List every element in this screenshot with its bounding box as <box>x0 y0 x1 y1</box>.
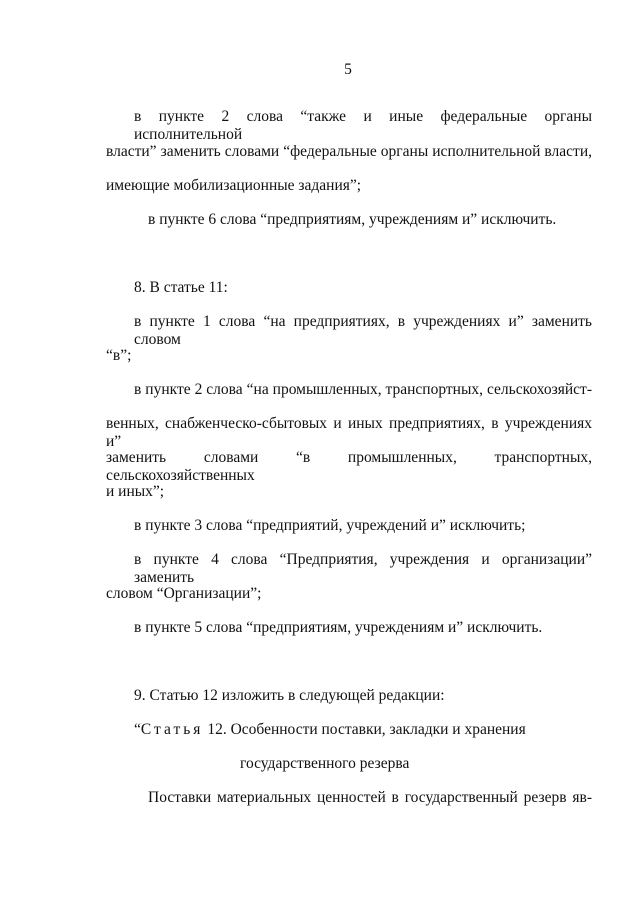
article-word: Статья <box>140 721 204 738</box>
text-line: и иных”; <box>106 483 165 500</box>
text-line: словом “Организации”; <box>106 585 262 602</box>
text-line: в пункте 1 слова “на предприятиях, в учреждениях и” заменить словом <box>134 313 592 348</box>
text-line: в пункте 4 слова “Предприятия, учреждения и организации” заменить <box>134 551 592 586</box>
text-line: в пункте 2 слова “на промышленных, транспортных, сельскохозяйст- <box>134 381 592 398</box>
text-line: в пункте 6 слова “предприятиям, учреждениям и” исключить. <box>148 211 557 228</box>
article-title <box>134 721 526 739</box>
article-open-quote: “ <box>134 721 141 738</box>
text-line: власти” заменить словами “федеральные органы исполнительной власти, <box>106 143 592 160</box>
text-line: в пункте 3 слова “предприятий, учреждений и” исключить; <box>134 517 526 534</box>
article-subtitle: государственного резерва <box>240 755 410 772</box>
text-line: венных, снабженческо-сбытовых и иных предприятиях, в учреждениях и” <box>106 415 592 450</box>
text-line: Поставки материальных ценностей в государственный резерв яв- <box>148 789 592 806</box>
text-line: в пункте 5 слова “предприятиям, учреждениям и” исключить. <box>134 619 543 636</box>
text-line: имеющие мобилизационные задания”; <box>106 177 362 194</box>
text-line: заменить словами “в промышленных, транспортных, сельскохозяйственных <box>106 449 592 484</box>
page-number: 5 <box>344 61 352 78</box>
section-heading: 8. В статье 11: <box>134 279 228 296</box>
text-line: “в”; <box>106 347 132 364</box>
text-line: в пункте 2 слова “также и иные федеральные органы исполнительной <box>134 108 592 143</box>
article-title-text: 12. Особенности поставки, закладки и хранения <box>203 721 526 738</box>
section-heading: 9. Статью 12 изложить в следующей редакции: <box>134 687 445 704</box>
